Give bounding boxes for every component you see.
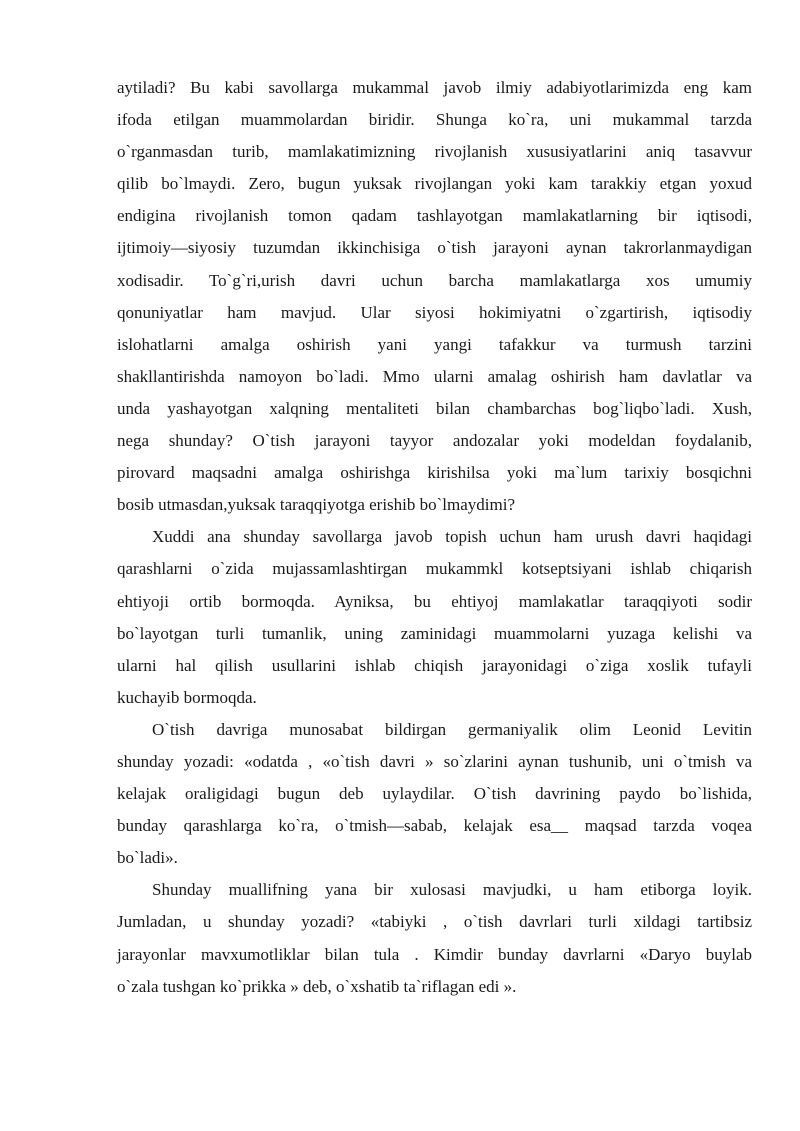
text-line: Jumladan, u shunday yozadi? «tabiyki , o`tish davrlari turli xildagi tartibsiz <box>117 912 752 932</box>
text-line: qarashlarni o`zida mujassamlashtirgan mukammkl kotseptsiyani ishlab chiqarish <box>117 559 752 579</box>
text-line: ehtiyoji ortib bormoqda. Ayniksa, bu ehtiyoj mamlakatlar taraqqiyoti sodir <box>117 591 752 611</box>
text-line: Shunday muallifning yana bir xulosasi mavjudki, u ham etiborga loyik. <box>152 880 752 900</box>
text-line: bunday qarashlarga ko`ra, o`tmish—sabab, kelajak esa__ maqsad tarzda voqea <box>117 816 752 836</box>
text-line: O`tish davriga munosabat bildirgan germaniyalik olim Leonid Levitin <box>152 719 752 739</box>
text-line: qonuniyatlar ham mavjud. Ular siyosi hokimiyatni o`zgartirish, iqtisodiy <box>117 302 752 322</box>
text-line: unda yashayotgan xalqning mentaliteti bilan chambarchas bog`liqbo`ladi. Xush, <box>117 398 752 418</box>
text-line: shunday yozadi: «odatda , «o`tish davri » so`zlarini aynan tushunib, uni o`tmish va <box>117 751 752 771</box>
text-line: kuchayib bormoqda. <box>117 687 257 707</box>
paragraph <box>117 521 752 714</box>
text-line: ularni hal qilish usullarini ishlab chiqish jarayonidagi o`ziga xoslik tufayli <box>117 655 752 675</box>
text-line: Xuddi ana shunday savollarga javob topish uchun ham urush davri haqidagi <box>152 527 752 547</box>
paragraph <box>117 72 752 521</box>
text-line: shakllantirishda namoyon bo`ladi. Mmo ularni amalag oshirish ham davlatlar va <box>117 366 752 386</box>
text-line: nega shunday? O`tish jarayoni tayyor andozalar yoki modeldan foydalanib, <box>117 431 752 451</box>
text-line: qilib bo`lmaydi. Zero, bugun yuksak rivojlangan yoki kam tarakkiy etgan yoxud <box>117 174 752 194</box>
text-line: aytiladi? Bu kabi savollarga mukammal javob ilmiy adabiyotlarimizda eng kam <box>117 78 752 97</box>
document-page <box>117 72 752 1003</box>
text-line: o`rganmasdan turib, mamlakatimizning rivojlanish xususiyatlarini aniq tasavvur <box>117 142 752 162</box>
text-line: bosib utmasdan,yuksak taraqqiyotga erishib bo`lmaydimi? <box>117 495 516 515</box>
text-line: pirovard maqsadni amalga oshirishga kirishilsa yoki ma`lum tarixiy bosqichni <box>117 463 752 483</box>
text-line: endigina rivojlanish tomon qadam tashlayotgan mamlakatlarning bir iqtisodi, <box>117 206 752 226</box>
text-line: o`zala tushgan ko`prikka » deb, o`xshatib ta`riflagan edi ». <box>117 976 517 996</box>
text-line: ijtimoiy—siyosiy tuzumdan ikkinchisiga o`tish jarayoni aynan takrorlanmaydigan <box>117 238 752 258</box>
text-line: jarayonlar mavxumotliklar bilan tula . Kimdir bunday davrlarni «Daryo buylab <box>117 944 752 964</box>
text-line: bo`layotgan turli tumanlik, uning zaminidagi muammolarni yuzaga kelishi va <box>117 623 752 643</box>
paragraph <box>117 874 752 1002</box>
text-line: bo`ladi». <box>117 848 178 868</box>
text-line: ifoda etilgan muammolardan biridir. Shunga ko`ra, uni mukammal tarzda <box>117 110 752 130</box>
text-line: kelajak oraligidagi bugun deb uylaydilar. O`tish davrining paydo bo`lishida, <box>117 784 752 804</box>
text-line: islohatlarni amalga oshirish yani yangi tafakkur va turmush tarzini <box>117 334 752 354</box>
paragraph <box>117 714 752 874</box>
text-line: xodisadir. To`g`ri,urish davri uchun barcha mamlakatlarga xos umumiy <box>117 270 752 290</box>
